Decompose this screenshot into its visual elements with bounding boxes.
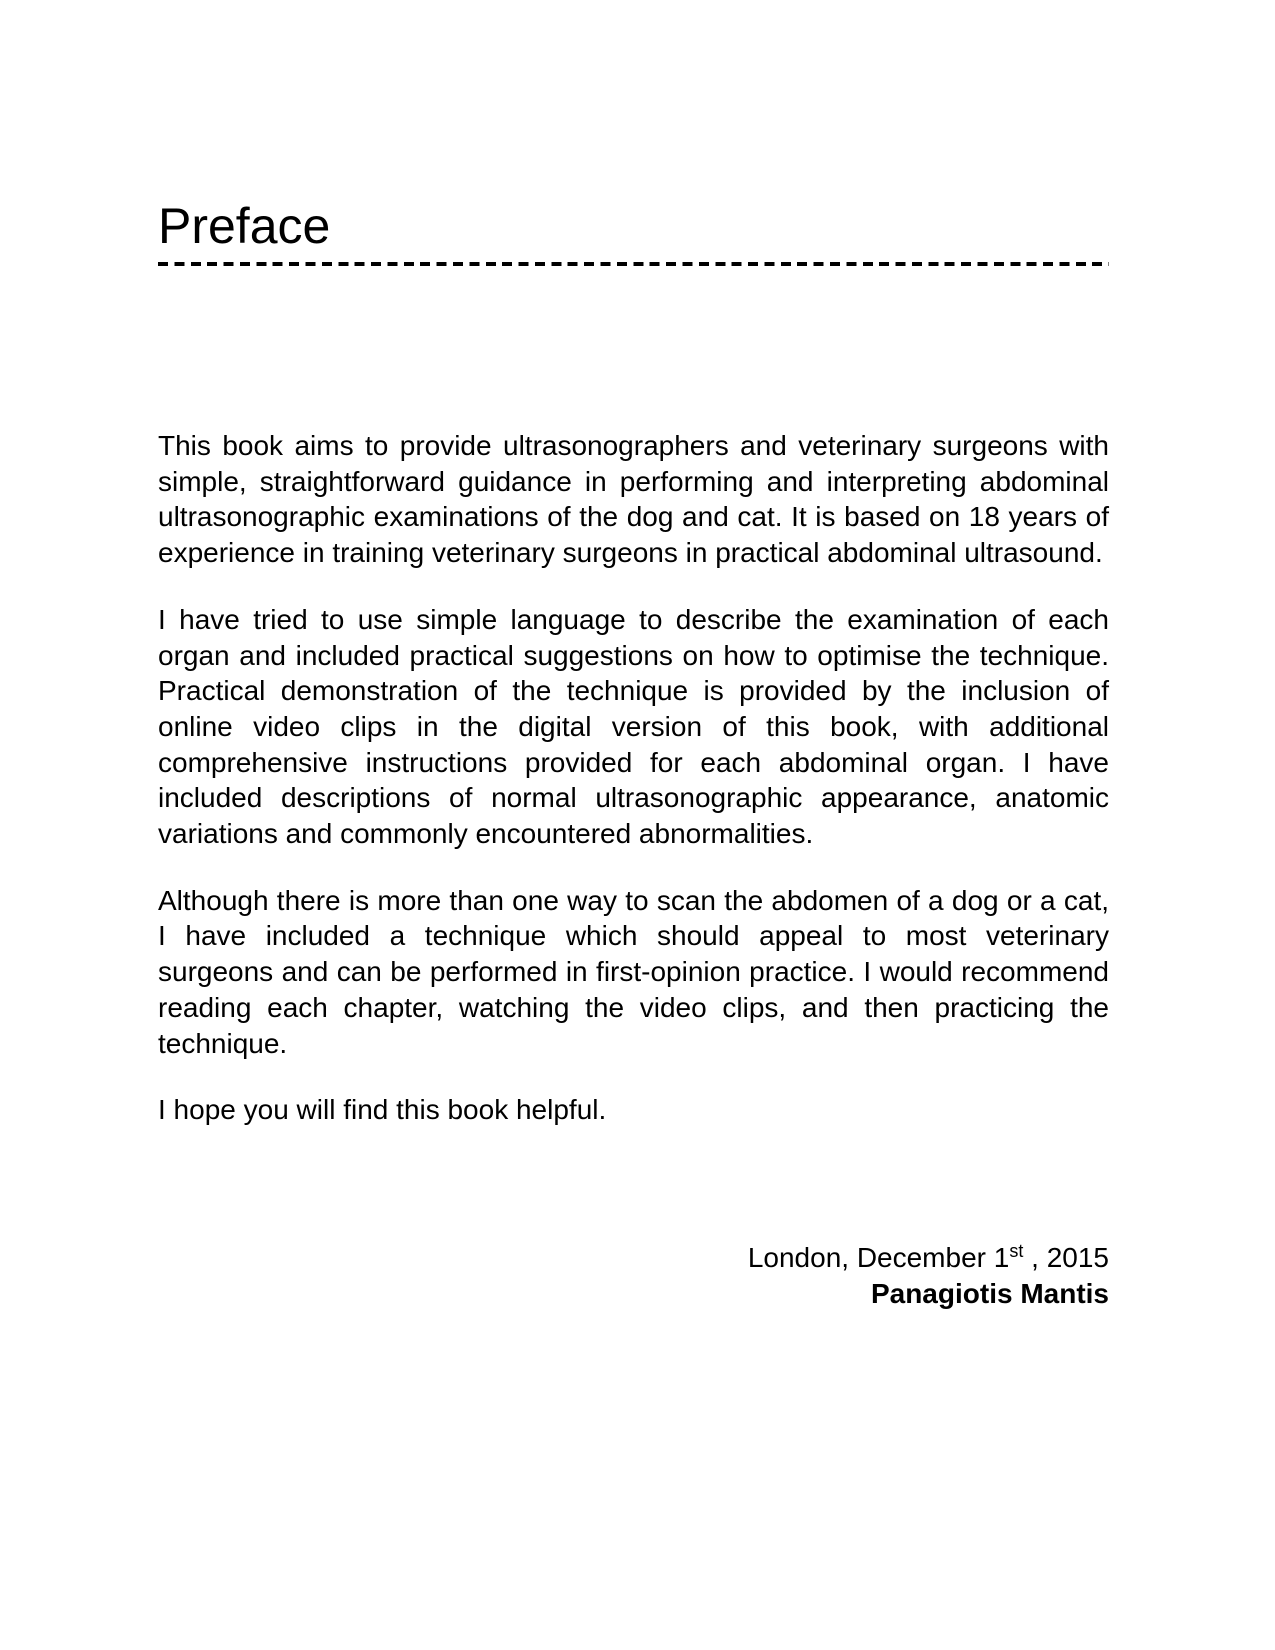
paragraph-closing: I hope you will find this book helpful. <box>158 1094 607 1126</box>
dashed-divider <box>158 262 1109 266</box>
paragraph-technique: Although there is more than one way to scan the abdomen of a dog or a cat, I have included a technique which should appeal to most veterinary surgeons and can be performed in first-opinion practice. I would recommend reading each chapter, watching the video clips, and then practicing the technique. <box>158 884 1109 1059</box>
signature-year: , 2015 <box>1023 1242 1109 1273</box>
author-name: Panagiotis Mantis <box>870 1277 1109 1309</box>
signature-block <box>748 1240 1109 1311</box>
signature-date <box>748 1240 1109 1276</box>
paragraph-approach: I have tried to use simple language to describe the examination of each organ and included practical suggestions on how to optimise the technique. Practical demonstration of the technique is provided by the inclusion of online video clips in the digital version of this book, with additional comprehensive instructions provided for each abdominal organ. I have included descriptions of normal ultrasonographic appearance, anatomic variations and commonly encountered abnormalities. <box>158 603 1109 850</box>
signature-place-date: London, December 1 <box>747 1242 1010 1273</box>
page-title: Preface <box>158 198 331 254</box>
date-ordinal-suffix: st <box>1009 1241 1024 1261</box>
preface-body <box>158 428 1109 1159</box>
paragraph-intro: This book aims to provide ultrasonographers and veterinary surgeons with simple, straightforward guidance in performing and interpreting abdominal ultrasonographic examinations of the dog and cat. It is based on 18 years of experience in training veterinary surgeons in practical abdominal ultrasound. <box>158 430 1109 569</box>
document-page <box>158 0 1109 1650</box>
